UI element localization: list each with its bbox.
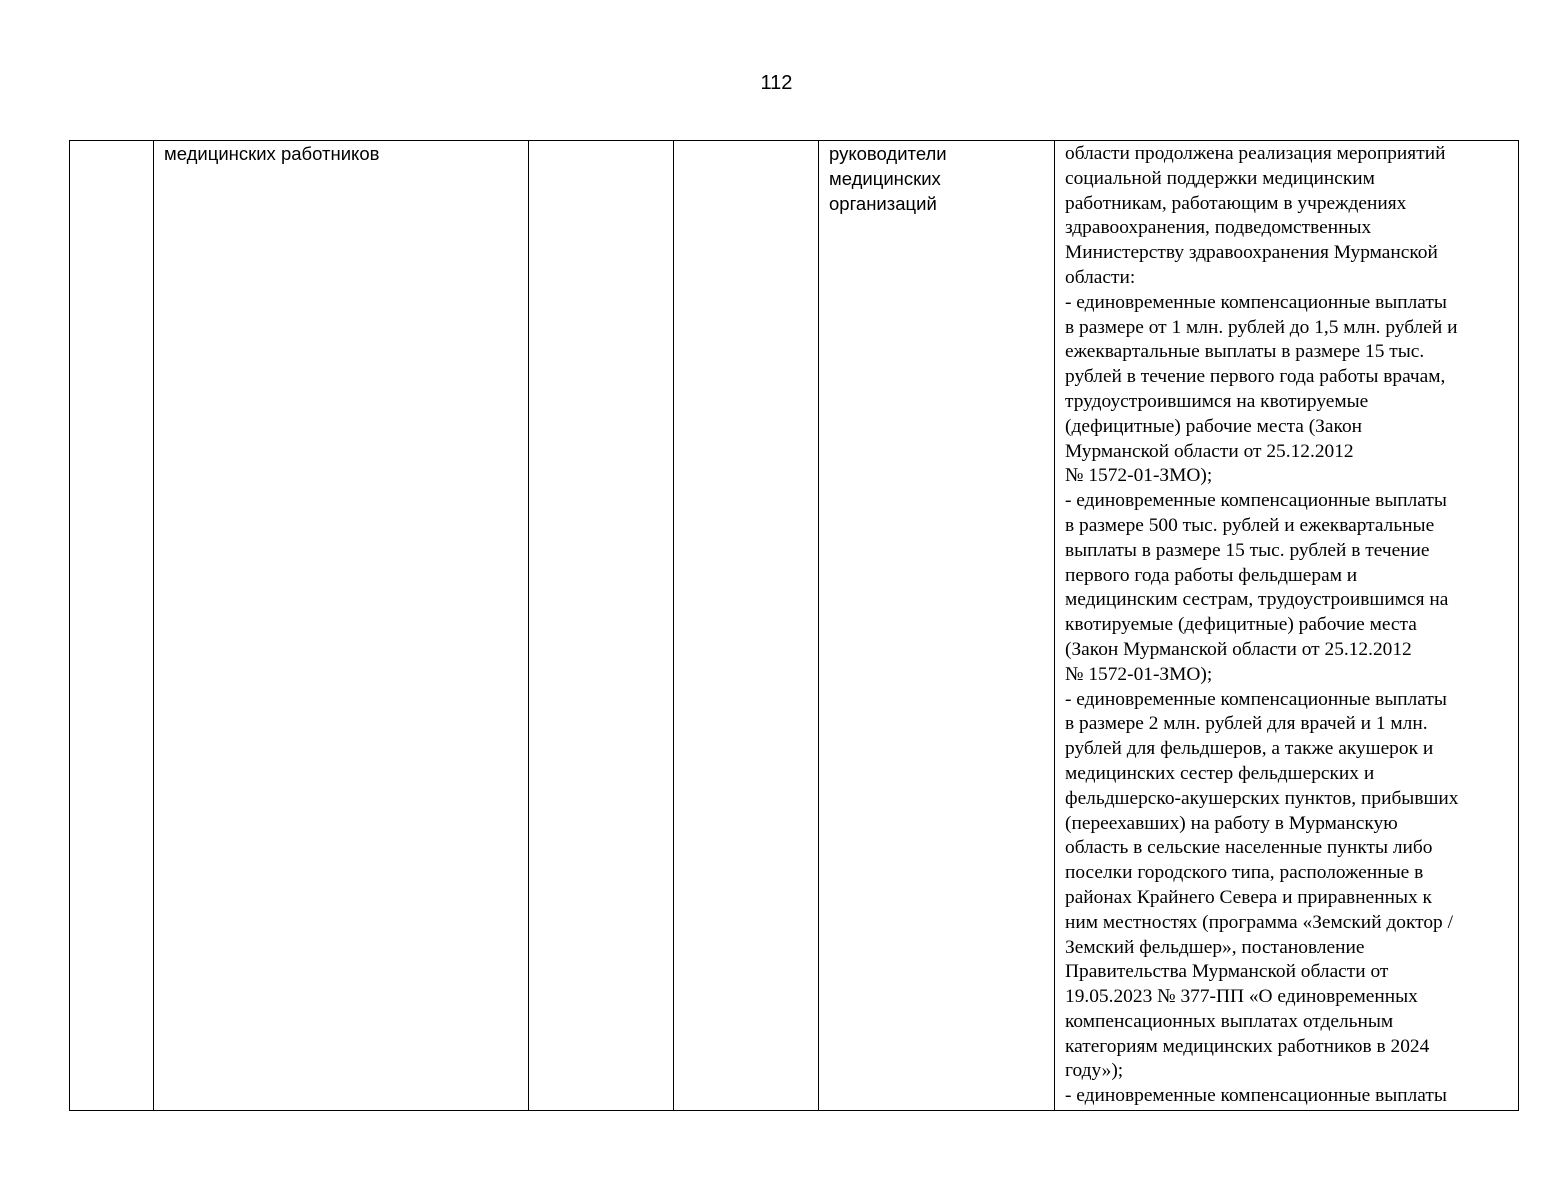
responsible-line: медицинских: [829, 167, 941, 189]
description-line: (Закон Мурманской области от 25.12.2012: [1065, 638, 1412, 660]
description-line: районах Крайнего Севера и приравненных к: [1065, 886, 1432, 908]
description-line: № 1572-01-ЗМО);: [1065, 465, 1213, 487]
description-line: в размере 2 млн. рублей для врачей и 1 млн.: [1065, 713, 1428, 735]
description-line: (переехавших) на работу в Мурманскую: [1065, 812, 1398, 834]
description-line: рублей в течение первого года работы врачам,: [1065, 366, 1446, 388]
description-line: 19.05.2023 № 377-ПП «О единовременных: [1065, 986, 1418, 1008]
description-line: рублей для фельдшеров, а также акушерок и: [1065, 738, 1434, 760]
description-line: компенсационных выплатах отдельным: [1065, 1010, 1394, 1032]
description-line: - единовременные компенсационные выплаты: [1065, 688, 1447, 710]
description-line: ежеквартальные выплаты в размере 15 тыс.: [1065, 341, 1425, 363]
description-line: году»);: [1065, 1060, 1124, 1082]
cell-empty-3: [529, 141, 674, 1111]
description-line: Земский фельдшер», постановление: [1065, 936, 1365, 958]
measures-table: [69, 140, 1519, 1111]
description-line: фельдшерско-акушерских пунктов, прибывших: [1065, 787, 1459, 809]
description-line: Мурманской области от 25.12.2012: [1065, 440, 1354, 462]
description-line: выплаты в размере 15 тыс. рублей в течение: [1065, 539, 1430, 561]
description-line: социальной поддержки медицинским: [1065, 167, 1375, 189]
description-line: - единовременные компенсационные выплаты: [1065, 490, 1447, 512]
description-line: Министерству здравоохранения Мурманской: [1065, 242, 1438, 264]
description-line: области продолжена реализация мероприятий: [1065, 143, 1446, 164]
table-row: [70, 141, 1519, 1111]
description-line: медицинским сестрам, трудоустроившимся на: [1065, 589, 1449, 611]
cell-measure-name: медицинских работников: [154, 141, 529, 1111]
description-line: области:: [1065, 266, 1136, 288]
description-line: - единовременные компенсационные выплаты: [1065, 291, 1447, 313]
description-line: - единовременные компенсационные выплаты: [1065, 1085, 1447, 1107]
description-line: категориям медицинских работников в 2024: [1065, 1035, 1430, 1057]
responsible-line: организаций: [829, 192, 937, 214]
description-line: здравоохранения, подведомственных: [1065, 217, 1372, 239]
cell-empty-4: [674, 141, 819, 1111]
cell-description: [1055, 141, 1519, 1111]
description-line: в размере 500 тыс. рублей и ежеквартальные: [1065, 514, 1435, 536]
description-line: в размере от 1 млн. рублей до 1,5 млн. рублей и: [1065, 316, 1458, 338]
cell-number: [70, 141, 154, 1111]
description-line: (дефицитные) рабочие места (Закон: [1065, 415, 1363, 437]
description-line: область в сельские населенные пункты либо: [1065, 837, 1433, 859]
description-line: № 1572-01-ЗМО);: [1065, 663, 1213, 685]
description-line: трудоустроившимся на квотируемые: [1065, 390, 1369, 412]
description-line: квотируемые (дефицитные) рабочие места: [1065, 614, 1417, 636]
description-line: медицинских сестер фельдшерских и: [1065, 762, 1375, 784]
description-line: работникам, работающим в учреждениях: [1065, 192, 1407, 214]
page-number: 112: [760, 72, 793, 94]
description-line: поселки городского типа, расположенные в: [1065, 862, 1424, 884]
description-line: первого года работы фельдшерам и: [1065, 564, 1358, 586]
description-line: Правительства Мурманской области от: [1065, 961, 1389, 983]
description-line: ним местностях (программа «Земский доктор /: [1065, 911, 1453, 933]
responsible-line: руководители: [829, 143, 947, 164]
cell-responsible: [819, 141, 1055, 1111]
